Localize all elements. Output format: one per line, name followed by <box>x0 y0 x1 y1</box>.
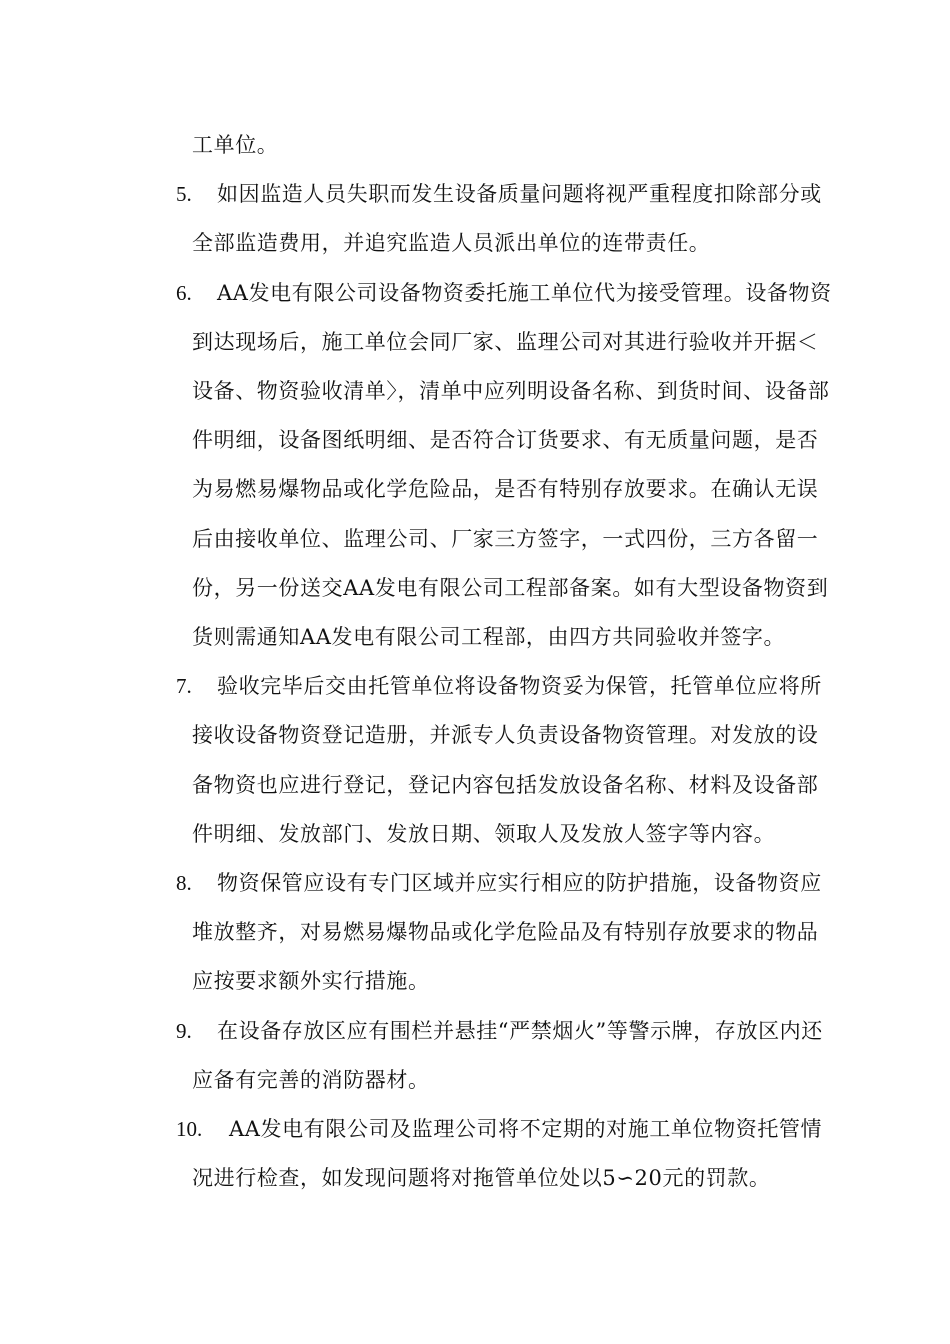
list-item-7 <box>176 662 836 859</box>
item-number: 7. <box>176 674 192 699</box>
list-item-5 <box>176 170 836 268</box>
list-item-6 <box>176 269 836 663</box>
item-text: 验收完毕后交由托管单位将设备物资妥为保管，托管单位应将所接收设备物资登记造册，并派专人负责设备物资管理。对发放的设备物资也应进行登记，登记内容包括发放设备名称、材料及设备部件明细、发放部门、发放日期、领取人及发放人签字等内容。 <box>192 674 822 846</box>
item-number: 9. <box>176 1018 192 1043</box>
list-item-8 <box>176 859 836 1007</box>
item-number: 10. <box>176 1117 203 1142</box>
item-text: AA发电有限公司设备物资委托施工单位代为接受管理。设备物资到达现场后，施工单位会同厂家、监理公司对其进行验收并开据＜设备、物资验收清单〉，清单中应列明设备名称、到货时间、设备部件明细，设备图纸明细、是否符合订货要求、有无质量问题，是否为易燃易爆物品或化学危险品，是否有特别存放要求。在确认无误后由接收单位、监理公司、厂家三方签字，一式四份，三方各留一份，另一份送交AA发电有限公司工程部备案。如有大型设备物资到货则需通知AA发电有限公司工程部，由四方共同验收并签字。 <box>192 280 832 650</box>
item-number: 5. <box>176 182 192 207</box>
list-item-9 <box>176 1007 836 1105</box>
document-body <box>176 121 836 1203</box>
list-item-10 <box>176 1105 836 1203</box>
item-text: 物资保管应设有专门区域并应实行相应的防护措施，设备物资应堆放整齐，对易燃易爆物品或化学危险品及有特别存放要求的物品应按要求额外实行措施。 <box>192 871 822 994</box>
item-text: AA发电有限公司及监理公司将不定期的对施工单位物资托管情况进行检查，如发现问题将对拖管单位处以5∽20元的罚款。 <box>192 1117 823 1191</box>
item-text: 如因监造人员失职而发生设备质量问题将视严重程度扣除部分或全部监造费用，并追究监造人员派出单位的连带责任。 <box>192 182 822 256</box>
item-number: 8. <box>176 871 192 896</box>
item-text: 在设备存放区应有围栏并悬挂“严禁烟火”等警示牌，存放区内还应备有完善的消防器材。 <box>192 1018 823 1092</box>
continuation-paragraph: 工单位。 <box>192 133 279 157</box>
item-number: 6. <box>176 280 192 305</box>
